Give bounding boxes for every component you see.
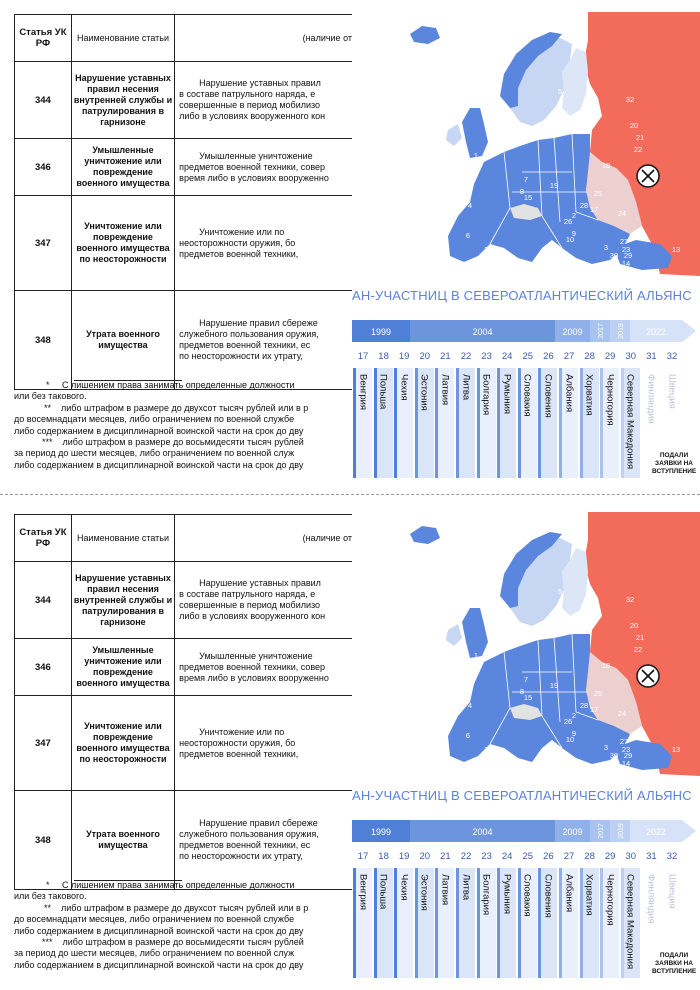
page-half-bottom xyxy=(0,500,700,990)
country-name: Латвия xyxy=(439,374,451,406)
country-number: 23 xyxy=(481,351,492,362)
law-table-panel xyxy=(0,500,352,990)
map-country-number: 12 xyxy=(435,539,445,548)
country-number: 21 xyxy=(440,851,451,862)
map-country-number: 19 xyxy=(549,681,559,690)
country-name: Швеция xyxy=(666,374,677,409)
map-country-number: 5 xyxy=(557,87,563,96)
country-column xyxy=(374,868,393,978)
cut-line xyxy=(0,494,700,495)
country-name: Северная Македония xyxy=(624,374,636,470)
country-name: Чехия xyxy=(398,874,410,901)
country-column xyxy=(497,368,516,478)
country-column xyxy=(621,368,640,478)
footnote-2-cont: либо содержанием в дисциплинарной воинской части на срок до дву xyxy=(14,925,304,936)
europe-map xyxy=(392,12,700,276)
infographic-title: АН-УЧАСТНИЦ В СЕВЕРОАТЛАНТИЧЕСКИЙ АЛЬЯНС xyxy=(352,788,692,803)
footnote-2: ** либо штрафом в размере до двухсот тысяч рублей или в р xyxy=(44,402,309,413)
article-name: Умышленные уничтожение или повреждение военного имущества xyxy=(71,639,174,696)
table-row xyxy=(15,696,353,791)
country-name: Латвия xyxy=(439,874,451,906)
country-column xyxy=(415,868,434,978)
country-number: 19 xyxy=(398,351,410,362)
country-number: 27 xyxy=(563,351,575,362)
footnote-rule xyxy=(74,380,182,381)
country-column xyxy=(456,368,475,478)
footnote-1: * С лишением права занимать определенные должности xyxy=(46,880,295,890)
footnote-1: * С лишением права занимать определенные должности xyxy=(46,380,295,390)
map-country-number: 10 xyxy=(565,735,575,744)
header-article: Статья УК РФ xyxy=(15,15,72,62)
country-number: 30 xyxy=(625,851,637,862)
map-country-number: 29 xyxy=(623,251,633,260)
article-name: Утрата военного имущества xyxy=(71,791,174,890)
map-country-number: 10 xyxy=(565,235,575,244)
map-country-number: 3 xyxy=(603,243,609,252)
map-country-number: 28 xyxy=(579,701,589,710)
article-name: Уничтожение или повреждение военного имущества по неосторожности xyxy=(71,196,174,291)
country-name: Швеция xyxy=(666,874,677,909)
country-column xyxy=(477,368,496,478)
europe-map xyxy=(392,512,700,776)
article-name: Уничтожение или повреждение военного имущества по неосторожности xyxy=(71,696,174,791)
map-country-number: 14 xyxy=(621,259,631,268)
table-row xyxy=(15,62,353,139)
country-column xyxy=(621,868,640,978)
map-country-number: 21 xyxy=(635,133,645,142)
map-country-number: 32 xyxy=(625,95,635,104)
restricted-zone-icon xyxy=(637,165,659,187)
map-country-number: 7 xyxy=(523,175,529,184)
map-country-number: 21 xyxy=(635,633,645,642)
country-name: Албания xyxy=(563,374,574,413)
map-country-number: 8 xyxy=(519,687,525,696)
map-country-number: 32 xyxy=(625,595,635,604)
map-country-number: 22 xyxy=(633,145,643,154)
country-name: Финляндия xyxy=(645,874,657,924)
table-row xyxy=(15,639,353,696)
map-country-number: 14 xyxy=(621,759,631,768)
country-name: Эстония xyxy=(418,374,430,411)
country-number: 25 xyxy=(522,851,534,862)
map-country-number: 2 xyxy=(571,711,577,720)
country-column xyxy=(456,868,475,978)
country-column xyxy=(538,868,557,978)
applied-note: ПОДАЛИ ЗАЯВКИ НА ВСТУПЛЕНИЕ xyxy=(652,452,697,475)
article-description: Умышленные уничтожение предметов военной техники, совер время либо в условиях вооруженно xyxy=(175,639,352,696)
country-name: Черногория xyxy=(604,874,616,926)
country-name: Финляндия xyxy=(645,374,657,424)
map-country-number: 16 xyxy=(483,745,493,754)
timeline-year: 2019 xyxy=(618,823,625,839)
map-country-number: 3 xyxy=(603,743,609,752)
country-name: Польша xyxy=(377,874,389,910)
country-number-row xyxy=(352,351,700,365)
law-table-panel xyxy=(0,0,352,490)
footnote-2: ** либо штрафом в размере до двухсот тысяч рублей или в р xyxy=(44,902,309,913)
country-column xyxy=(415,368,434,478)
map-country-number: 16 xyxy=(483,245,493,254)
header-name: Наименование статьи xyxy=(71,15,174,62)
country-name: Болгария xyxy=(480,874,492,916)
country-columns xyxy=(352,868,700,978)
country-name: Словакия xyxy=(521,874,533,917)
country-number: 24 xyxy=(501,351,513,362)
country-number: 25 xyxy=(522,351,534,362)
country-number: 32 xyxy=(666,851,678,862)
map-country-number: 1 xyxy=(473,151,479,160)
timeline-year: 1999 xyxy=(370,327,392,337)
country-number: 20 xyxy=(419,851,431,862)
country-number: 18 xyxy=(378,851,389,862)
map-country-number: 6 xyxy=(465,231,471,240)
country-name: Румыния xyxy=(501,874,513,915)
country-number: 26 xyxy=(543,351,554,362)
timeline-year: 2017 xyxy=(598,823,605,839)
applied-note: ПОДАЛИ ЗАЯВКИ НА ВСТУПЛЕНИЕ xyxy=(652,952,697,975)
country-number: 28 xyxy=(584,351,595,362)
map-country-number: 15 xyxy=(523,693,533,702)
country-number: 31 xyxy=(646,851,657,862)
country-number: 19 xyxy=(398,851,410,862)
article-name: Нарушение уставных правил несения внутренней службы и патрулирования в гарнизоне xyxy=(71,562,174,639)
article-number: 347 xyxy=(15,696,72,791)
map-country-number: 22 xyxy=(633,645,643,654)
map-country-number: 13 xyxy=(671,745,681,754)
map-country-number: 19 xyxy=(549,181,559,190)
country-columns xyxy=(352,368,700,478)
map-country-number: 4 xyxy=(467,701,473,710)
map-country-number: 11 xyxy=(630,733,638,742)
footnote-3: *** либо штрафом в размере до восьмидесяти тысяч рублей xyxy=(42,437,304,448)
country-name: Венгрия xyxy=(357,374,368,411)
country-name: Хорватия xyxy=(583,874,595,916)
map-country-number: 27 xyxy=(619,737,629,746)
country-name: Словакия xyxy=(521,374,533,417)
map-country-number: 18 xyxy=(601,661,611,670)
map-country-number: 15 xyxy=(523,193,533,202)
country-name: Венгрия xyxy=(357,874,368,911)
table-row xyxy=(15,291,353,390)
footnote-3-cont: за период до шести месяцев, либо ограничением по военной служ xyxy=(14,948,295,959)
timeline-year: 2022 xyxy=(645,827,667,837)
footnote-1-cont: или без такового. xyxy=(14,391,87,402)
table-row xyxy=(15,562,353,639)
country-column xyxy=(394,868,413,978)
country-column xyxy=(435,868,454,978)
country-column xyxy=(518,368,537,478)
country-column xyxy=(600,368,619,478)
country-column xyxy=(374,368,393,478)
article-number: 347 xyxy=(15,196,72,291)
map-country-number: 20 xyxy=(629,621,639,630)
country-name: Хорватия xyxy=(583,374,595,416)
footnote-2-cont: до восемнадцати месяцев, либо ограничением по военной службе xyxy=(14,414,295,425)
country-number: 22 xyxy=(460,351,472,362)
timeline-year: 2022 xyxy=(645,327,667,337)
article-number: 346 xyxy=(15,139,72,196)
map-country-number: 20 xyxy=(629,121,639,130)
article-number: 344 xyxy=(15,562,72,639)
table-row xyxy=(15,196,353,291)
map-country-number: 24 xyxy=(617,709,627,718)
country-name: Албания xyxy=(563,874,574,913)
article-name: Утрата военного имущества xyxy=(71,291,174,390)
country-name: Черногория xyxy=(604,374,616,426)
article-description: Уничтожение или по неосторожности оружия, бо предметов военной техники, xyxy=(175,696,352,791)
map-country-number: 4 xyxy=(467,201,473,210)
article-description: Нарушение правил сбереже служебного пользования оружия, предметов военной техники, ес по неосторожности их утрату, xyxy=(175,291,352,390)
country-column xyxy=(580,368,599,478)
country-number: 29 xyxy=(604,851,616,862)
page-half-top xyxy=(0,0,700,490)
country-column xyxy=(538,368,557,478)
map-region-ireland xyxy=(446,624,462,646)
footnote-3: *** либо штрафом в размере до восьмидесяти тысяч рублей xyxy=(42,937,304,948)
map-country-number: 9 xyxy=(571,729,577,738)
map-country-number: 31 xyxy=(563,117,573,126)
timeline-year: 2004 xyxy=(472,327,493,337)
infographic-title: АН-УЧАСТНИЦ В СЕВЕРОАТЛАНТИЧЕСКИЙ АЛЬЯНС xyxy=(352,288,692,303)
timeline-year: 2009 xyxy=(562,327,583,337)
map-country-number: 23 xyxy=(621,245,631,254)
header-penalty: (наличие от xyxy=(175,515,352,562)
map-country-number: 31 xyxy=(563,617,573,626)
article-description: Нарушение правил сбереже служебного пользования оружия, предметов военной техники, ес по неосторожности их утрату, xyxy=(175,791,352,890)
header-name: Наименование статьи xyxy=(71,515,174,562)
timeline-bar xyxy=(352,320,700,342)
country-number: 32 xyxy=(666,351,678,362)
table-row xyxy=(15,791,353,890)
footnotes xyxy=(14,880,352,971)
article-number: 348 xyxy=(15,291,72,390)
timeline-year: 2004 xyxy=(472,827,493,837)
map-country-number: 30 xyxy=(609,251,619,260)
country-number: 22 xyxy=(460,851,472,862)
map-country-number: 2 xyxy=(571,211,577,220)
country-column xyxy=(580,868,599,978)
map-country-number: 23 xyxy=(621,745,631,754)
footnote-2-cont: либо содержанием в дисциплинарной воинской части на срок до дву xyxy=(14,425,304,436)
country-name: Болгария xyxy=(480,374,492,416)
country-number: 28 xyxy=(584,851,595,862)
map-country-number: 9 xyxy=(571,229,577,238)
article-description: Нарушение уставных правил в составе патрульного наряда, е совершенные в период мобилизо либо в условиях вооруженного кон xyxy=(175,62,352,139)
footnote-3-cont: за период до шести месяцев, либо ограничением по военной служ xyxy=(14,448,295,459)
country-column xyxy=(435,368,454,478)
country-column xyxy=(477,868,496,978)
table-row xyxy=(15,139,353,196)
country-name: Словения xyxy=(542,374,554,418)
map-country-number: 11 xyxy=(630,233,638,242)
footnote-3-cont: либо содержанием в дисциплинарной воинской части на срок до дву xyxy=(14,959,304,970)
country-number: 21 xyxy=(440,351,451,362)
article-number: 346 xyxy=(15,639,72,696)
table-header-row xyxy=(15,515,353,562)
article-name: Умышленные уничтожение или повреждение военного имущества xyxy=(71,139,174,196)
map-country-number: 28 xyxy=(579,201,589,210)
table-header-row xyxy=(15,15,353,62)
footnote-2-cont: до восемнадцати месяцев, либо ограничением по военной службе xyxy=(14,914,295,925)
country-name: Румыния xyxy=(501,374,513,415)
country-number: 20 xyxy=(419,351,431,362)
country-number: 31 xyxy=(646,351,657,362)
country-column xyxy=(600,868,619,978)
map-country-number: 13 xyxy=(671,245,681,254)
article-number: 344 xyxy=(15,62,72,139)
country-number: 23 xyxy=(481,851,492,862)
map-country-number: 27 xyxy=(619,237,629,246)
country-column xyxy=(353,368,372,478)
footnote-rule xyxy=(74,880,182,881)
map-country-number: 29 xyxy=(623,751,633,760)
nato-infographic-panel xyxy=(352,0,700,490)
map-country-number: 26 xyxy=(563,217,573,226)
criminal-code-table xyxy=(14,14,352,390)
map-country-number: 12 xyxy=(435,39,445,48)
nato-infographic-panel xyxy=(352,500,700,990)
map-country-number: 25 xyxy=(593,189,603,198)
country-name: Польша xyxy=(377,374,389,410)
country-number: 18 xyxy=(378,351,389,362)
map-country-number: 30 xyxy=(609,751,619,760)
restricted-zone-icon xyxy=(637,665,659,687)
map-region-ireland xyxy=(446,124,462,146)
country-name: Словения xyxy=(542,874,554,918)
country-column xyxy=(559,868,578,978)
timeline-bar xyxy=(352,820,700,842)
country-column xyxy=(394,368,413,478)
timeline-year: 1999 xyxy=(370,827,392,837)
country-name: Литва xyxy=(460,374,471,401)
footnote-1-cont: или без такового. xyxy=(14,891,87,902)
map-country-number: 8 xyxy=(519,187,525,196)
map-country-number: 18 xyxy=(601,161,611,170)
footnote-3-cont: либо содержанием в дисциплинарной воинской части на срок до дву xyxy=(14,459,304,470)
country-name: Чехия xyxy=(398,374,410,401)
timeline-year: 2017 xyxy=(598,323,605,339)
map-country-number: 26 xyxy=(563,717,573,726)
article-description: Уничтожение или по неосторожности оружия, бо предметов военной техники, xyxy=(175,196,352,291)
footnotes xyxy=(14,380,352,471)
map-country-number: 17 xyxy=(589,705,599,714)
map-country-number: 5 xyxy=(557,587,563,596)
country-column xyxy=(353,868,372,978)
country-column xyxy=(559,368,578,478)
timeline-year: 2019 xyxy=(618,323,625,339)
country-number: 17 xyxy=(357,851,369,862)
map-country-number: 24 xyxy=(617,209,627,218)
map-country-number: 7 xyxy=(523,675,529,684)
country-number: 17 xyxy=(357,351,369,362)
country-number: 26 xyxy=(543,851,554,862)
article-description: Умышленные уничтожение предметов военной техники, совер время либо в условиях вооруженно xyxy=(175,139,352,196)
map-country-number: 1 xyxy=(473,651,479,660)
country-number: 29 xyxy=(604,351,616,362)
country-name: Северная Македония xyxy=(624,874,636,970)
article-name: Нарушение уставных правил несения внутренней службы и патрулирования в гарнизоне xyxy=(71,62,174,139)
country-number: 24 xyxy=(501,851,513,862)
country-column xyxy=(518,868,537,978)
criminal-code-table xyxy=(14,514,352,890)
header-article: Статья УК РФ xyxy=(15,515,72,562)
map-country-number: 25 xyxy=(593,689,603,698)
country-name: Литва xyxy=(460,874,471,901)
map-country-number: 6 xyxy=(465,731,471,740)
article-number: 348 xyxy=(15,791,72,890)
map-country-number: 17 xyxy=(589,205,599,214)
country-number-row xyxy=(352,851,700,865)
header-penalty: (наличие от xyxy=(175,15,352,62)
timeline-year: 2009 xyxy=(562,827,583,837)
article-description: Нарушение уставных правил в составе патрульного наряда, е совершенные в период мобилизо либо в условиях вооруженного кон xyxy=(175,562,352,639)
country-number: 30 xyxy=(625,351,637,362)
country-number: 27 xyxy=(563,851,575,862)
country-column xyxy=(497,868,516,978)
country-name: Эстония xyxy=(418,874,430,911)
